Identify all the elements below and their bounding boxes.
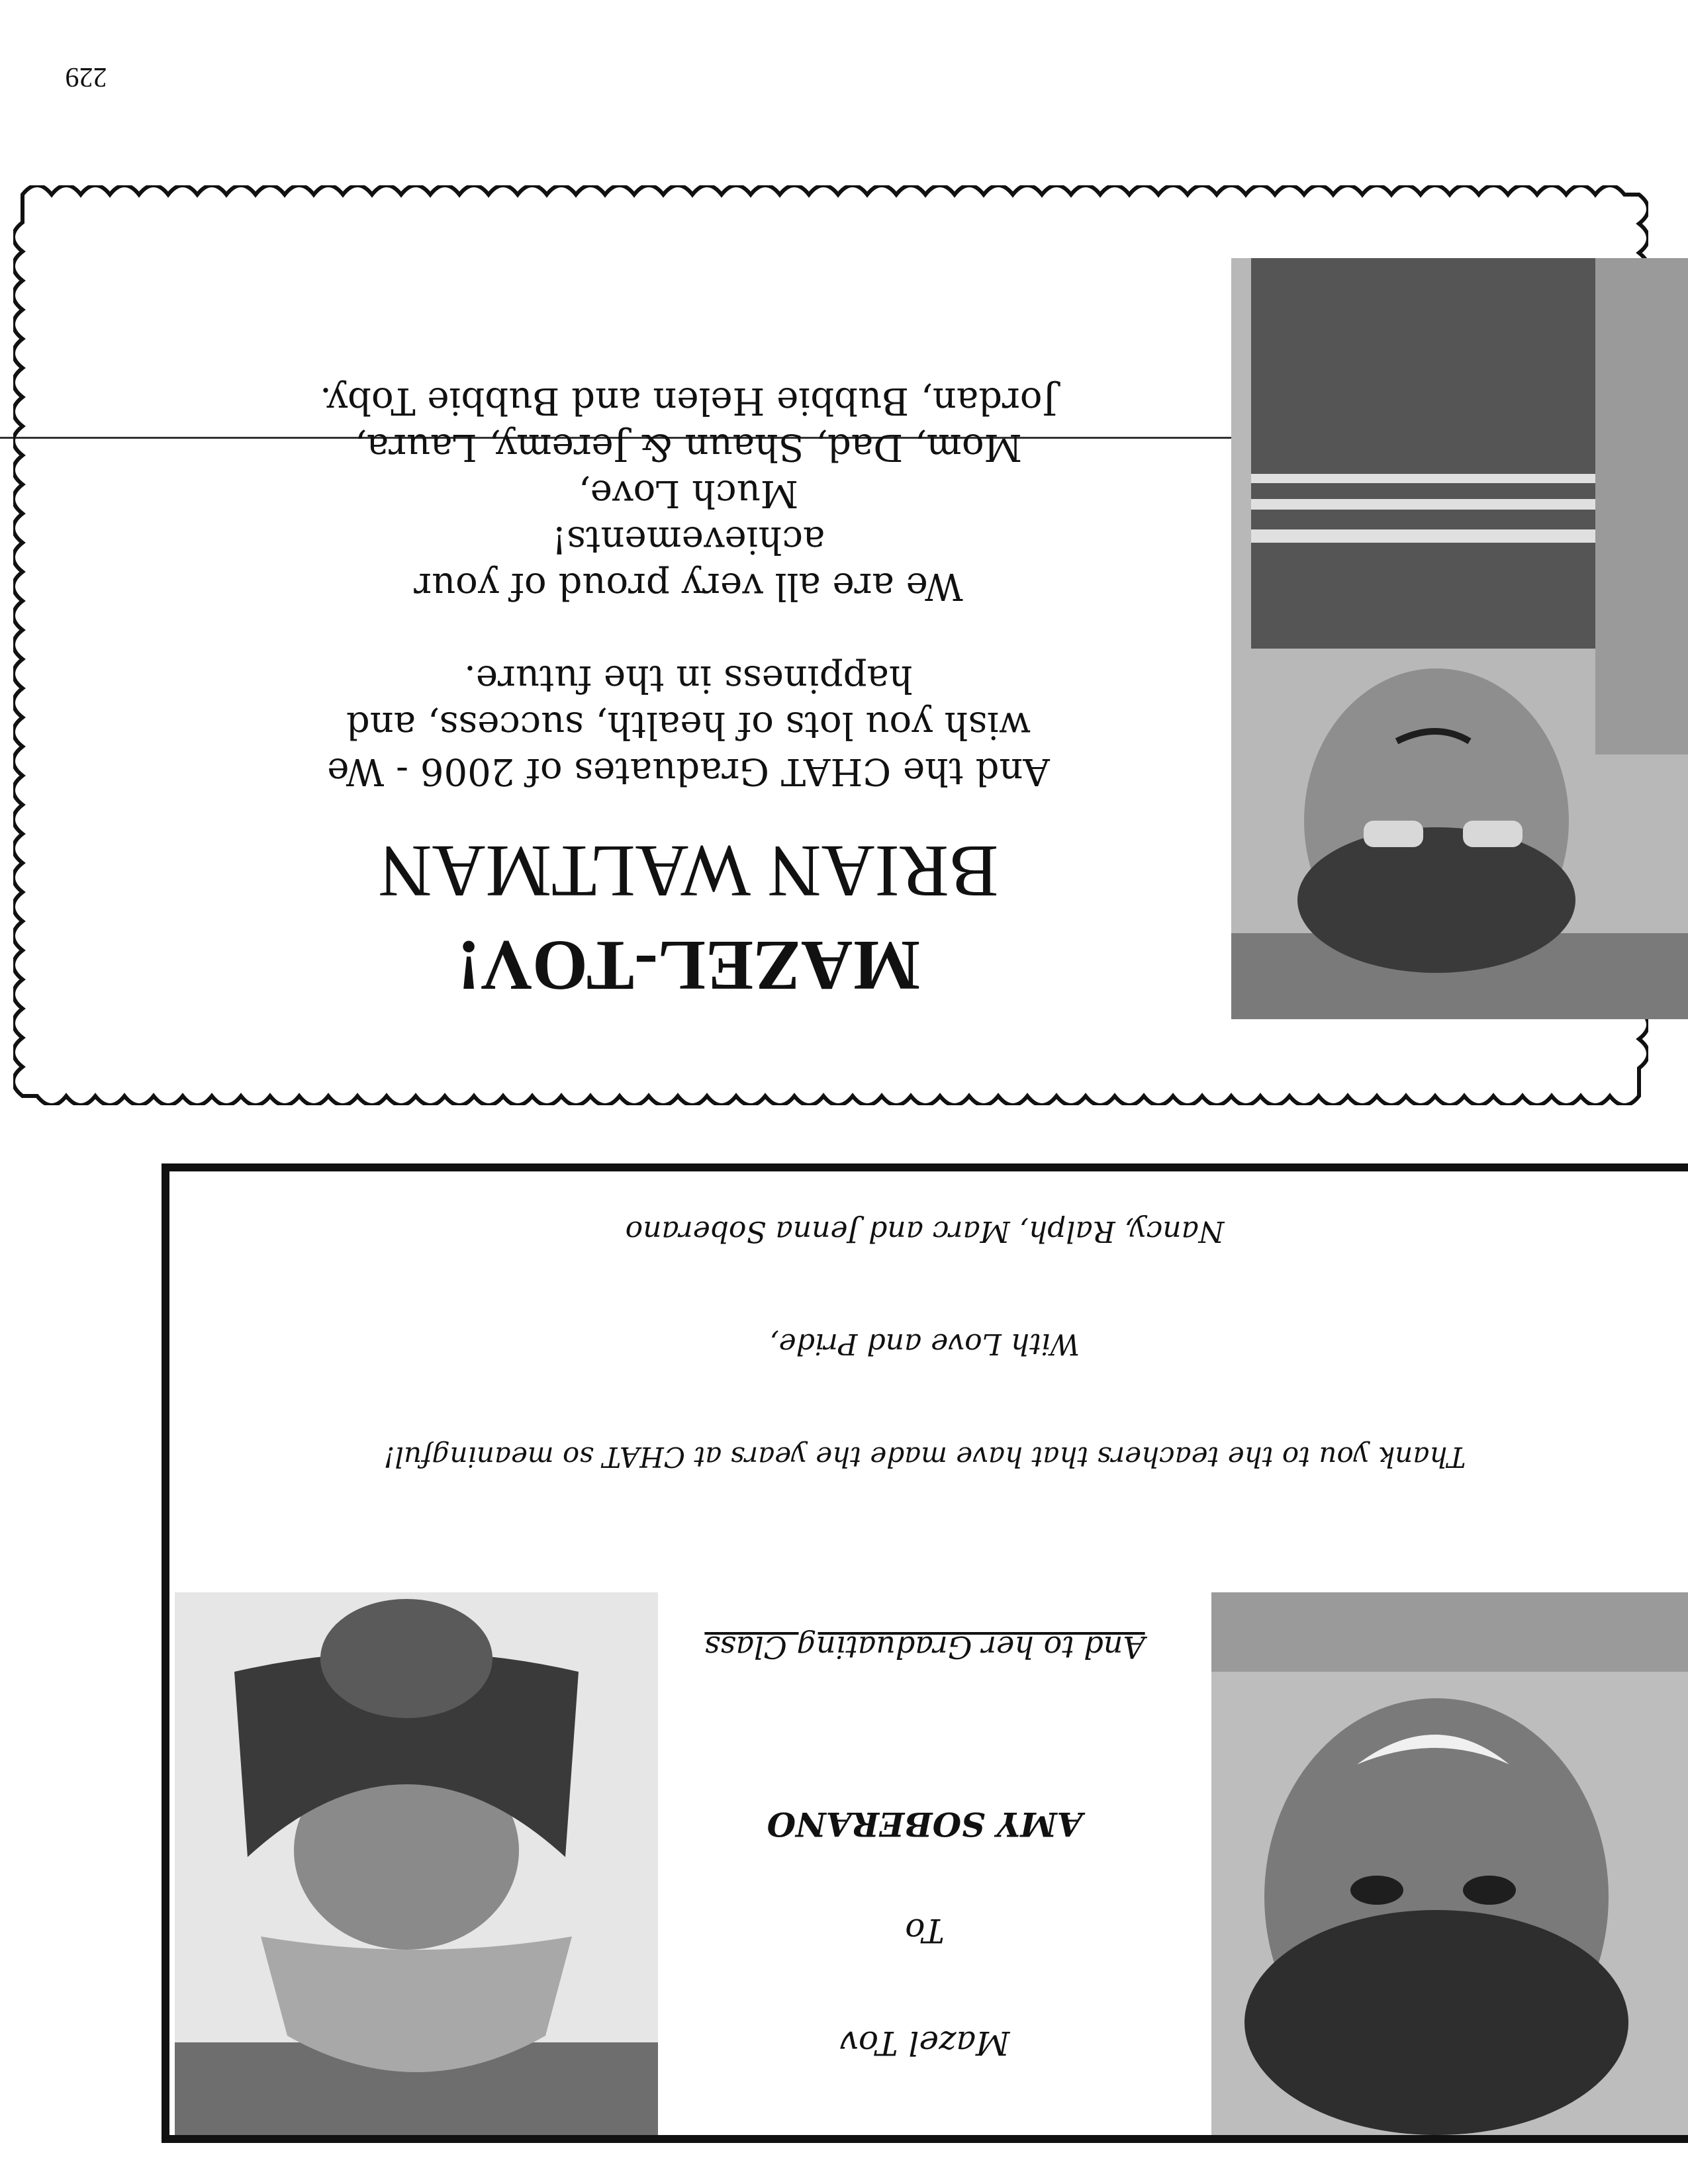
amy-line-to: To: [905, 1911, 945, 1950]
page-number: 229: [65, 62, 107, 92]
brian-para1-line: happiness in the future.: [464, 657, 913, 700]
brian-para1-line: wish you lots of health, success, and: [346, 704, 1031, 747]
brian-headline: MAZEL-TOV!: [456, 926, 921, 1005]
brian-closing: [212, 377, 1165, 516]
brian-name: BRIAN WALTMAN: [378, 830, 999, 912]
brian-para1-line: And the CHAT Graduates of 2006 - We: [327, 750, 1050, 793]
amy-line-mazel-tov: Mazel Tov: [839, 2024, 1010, 2062]
amy-line-thank-you: Thank you to the teachers that have made the years at CHAT so meaningful!: [383, 1441, 1466, 1473]
amy-signature: Nancy, Ralph, Marc and Jenna Soberano: [625, 1214, 1225, 1248]
brian-much-love: Much Love,: [578, 472, 799, 515]
brian-signature-line: Jordan, Bubbie Helen and Bubbie Toby.: [320, 379, 1057, 422]
brian-signature-line: Mom, Dad, Shaun & Jeremy, Laura,: [355, 426, 1022, 469]
amy-soberano-ad: [162, 1163, 1688, 2143]
amy-line-graduating-class: And to her Graduating Class: [704, 1629, 1145, 1665]
brian-para2-line: We are all very proud of your: [414, 565, 963, 608]
brian-paragraph-1: [212, 655, 1165, 794]
amy-name: AMY SOBERANO: [767, 1805, 1083, 1844]
brian-photo: [1231, 258, 1688, 1019]
brian-paragraph-2: [212, 516, 1165, 609]
brian-para2-line: achievements!: [551, 518, 825, 561]
amy-line-love-pride: With Love and Pride,: [769, 1327, 1080, 1361]
